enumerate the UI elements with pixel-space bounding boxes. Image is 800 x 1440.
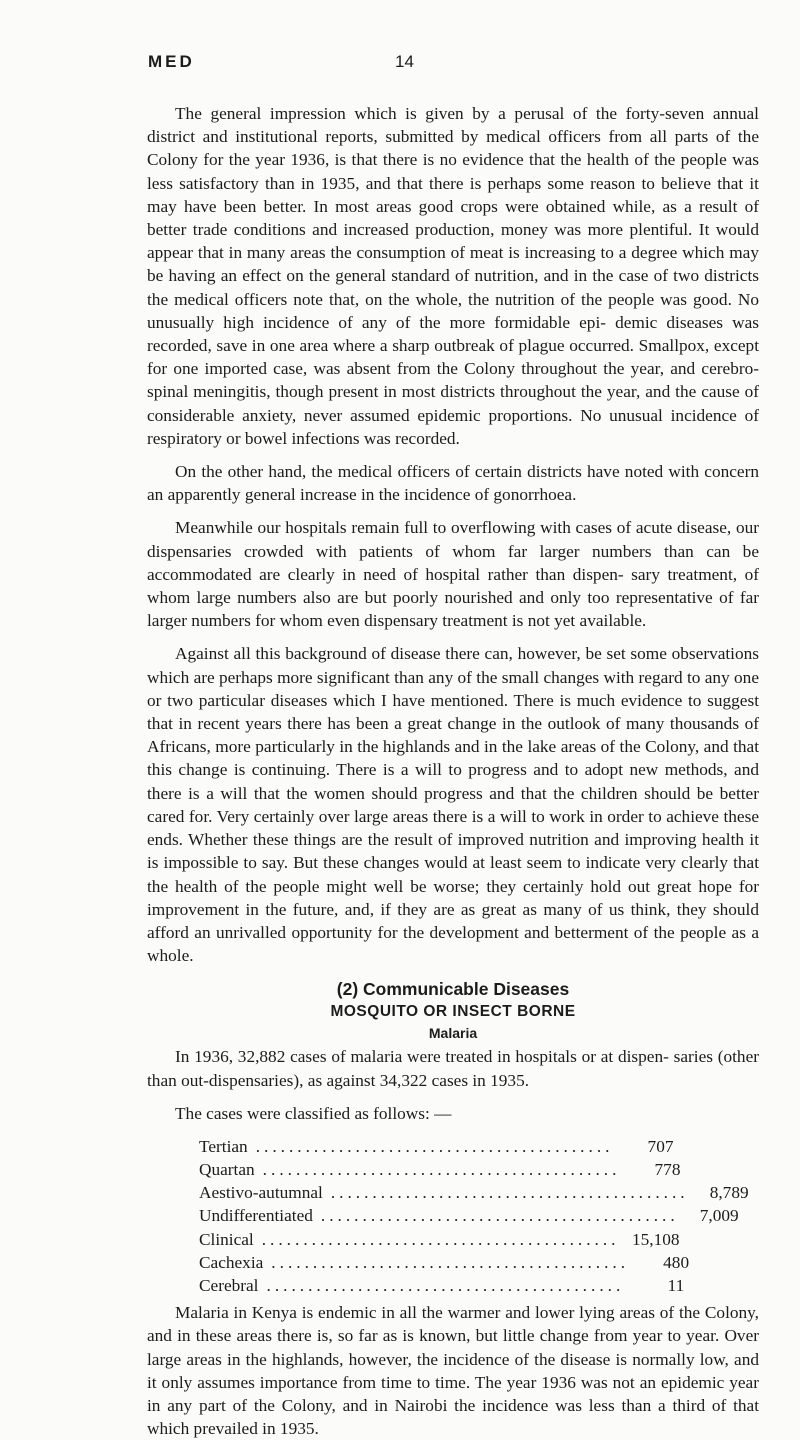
paragraph-hospitals: Meanwhile our hospitals remain full to overflowing with cases of acute disease, our dispensaries crowded with patients of whom far larger numbers than can be accommodated are clearly in need of hospital rather than dispen- sary treatment, of whom large numbers also are but poorly nourished and only too representative of far larger numbers for whom even dispensary treatment is not yet available. bbox=[147, 518, 759, 631]
leader-dots: ........................................... bbox=[262, 1160, 621, 1180]
paragraph-background: Against all this background of disease there can, however, be set some observations which are perhaps more significant than any of the small changes with regard to any one or two particular diseases which I have mentioned. There is much evidence to suggest that in recent years there has been a great change in the outlook of many thousands of Africans, more particularly in the highlands and in the lake areas of the Colony, and that this change is continuing. There is a will to progress and to adopt new methods, and there is a will that the women should progress and that the children should be better cared for. Very certainly over large areas there is a will to work in order to achieve these ends. Whether these things are the result of improved nutrition and improving health it is impossible to say. But these changes would at least seem to indicate very clearly that the health of the people might well be worse; they certainly hold out great hope for improvement in the future, and, if they are as great as many of us think, they should afford an unrivalled opportunity for the development and betterment of the people as a whole. bbox=[147, 644, 759, 966]
page-number: 14 bbox=[395, 52, 414, 71]
paragraph-malaria-closing: Malaria in Kenya is endemic in all the warmer and lower lying areas of the Colony, and in these areas there is, so far as is known, but little change from year to year. Over large areas in the highlands, however, the incidence of the disease is normally low, and it only assumes importance from time to time. The year 1936 was not an epidemic year in any part of the Colony, and in Nairobi the incidence was less than a third of that which prevailed in 1935. bbox=[147, 1303, 759, 1439]
table-row bbox=[199, 1204, 739, 1227]
table-row bbox=[199, 1251, 690, 1274]
leader-dots: ........................................... bbox=[320, 1206, 679, 1226]
case-count-value: 778 bbox=[654, 1160, 681, 1180]
case-count-value: 7,009 bbox=[699, 1206, 739, 1226]
case-count-value: 15,108 bbox=[631, 1229, 680, 1249]
paragraph-gonorrhoea: On the other hand, the medical officers of certain districts have noted with concern an apparently general increase in the incidence of gonorrhoea. bbox=[147, 462, 759, 505]
leader-dots: ........................................... bbox=[271, 1252, 630, 1272]
document-code: MED bbox=[148, 52, 195, 71]
case-type-label: Quartan bbox=[199, 1160, 255, 1180]
leader-dots: ........................................... bbox=[330, 1183, 689, 1203]
table-row bbox=[199, 1274, 685, 1297]
document-body bbox=[147, 102, 759, 1440]
section-subtitle: MOSQUITO OR INSECT BORNE bbox=[330, 1003, 576, 1021]
table-row bbox=[199, 1228, 680, 1251]
table-row bbox=[199, 1135, 674, 1158]
section-subsubtitle: Malaria bbox=[428, 1025, 478, 1042]
table-intro: The cases were classified as follows: — bbox=[175, 1103, 452, 1123]
case-count-value: 480 bbox=[663, 1252, 690, 1272]
section-title: (2) Communicable Diseases bbox=[336, 979, 570, 1000]
case-type-label: Aestivo-autumnal bbox=[199, 1183, 323, 1203]
leader-dots: ........................................... bbox=[261, 1229, 620, 1249]
case-type-label: Cachexia bbox=[199, 1252, 264, 1272]
case-type-label: Undifferentiated bbox=[199, 1206, 313, 1226]
leader-dots: ........................................... bbox=[266, 1276, 625, 1296]
table-row bbox=[199, 1181, 749, 1204]
section-heading bbox=[147, 977, 759, 1043]
case-count-value: 8,789 bbox=[709, 1183, 749, 1203]
case-type-label: Cerebral bbox=[199, 1276, 259, 1296]
case-count-value: 11 bbox=[667, 1276, 685, 1296]
case-type-label: Tertian bbox=[199, 1136, 248, 1156]
paragraph-general-impression: The general impression which is given by a perusal of the forty-seven annual district and institutional reports, submitted by medical officers from all parts of the Colony for the year 1936, is that there is no evidence that the health of the people was less satisfactory than in 1935, and that there is perhaps some reason to believe that it may have been better. In most areas good crops were obtained while, as a result of better trade conditions and increased production, money was more plentiful. It would appear that in many areas the consumption of meat is increasing to a degree which may be having an effect on the general standard of nutrition, and in the case of two districts the medical officers note that, on the whole, the nutrition of the people was good. No unusually high incidence of any of the more formidable epi- demic diseases was recorded, save in one area where a sharp outbreak of plague occurred. Smallpox, except for one imported case, was absent from the Colony throughout the year, and cerebro-spinal meningitis, though present in most districts throughout the year, and the cause of considerable anxiety, never assumed epidemic proportions. No unusual incidence of respiratory or bowel infections was recorded. bbox=[147, 104, 759, 448]
leader-dots: ........................................... bbox=[255, 1136, 614, 1156]
table-row bbox=[199, 1158, 681, 1181]
paragraph-malaria-intro: In 1936, 32,882 cases of malaria were treated in hospitals or at dispen- saries (other than out-dispensaries), as against 34,322 cases in 1935. bbox=[147, 1047, 759, 1090]
page-header bbox=[148, 52, 668, 82]
case-type-label: Clinical bbox=[199, 1229, 254, 1249]
case-count-value: 707 bbox=[647, 1136, 674, 1156]
malaria-cases-table bbox=[199, 1135, 749, 1297]
